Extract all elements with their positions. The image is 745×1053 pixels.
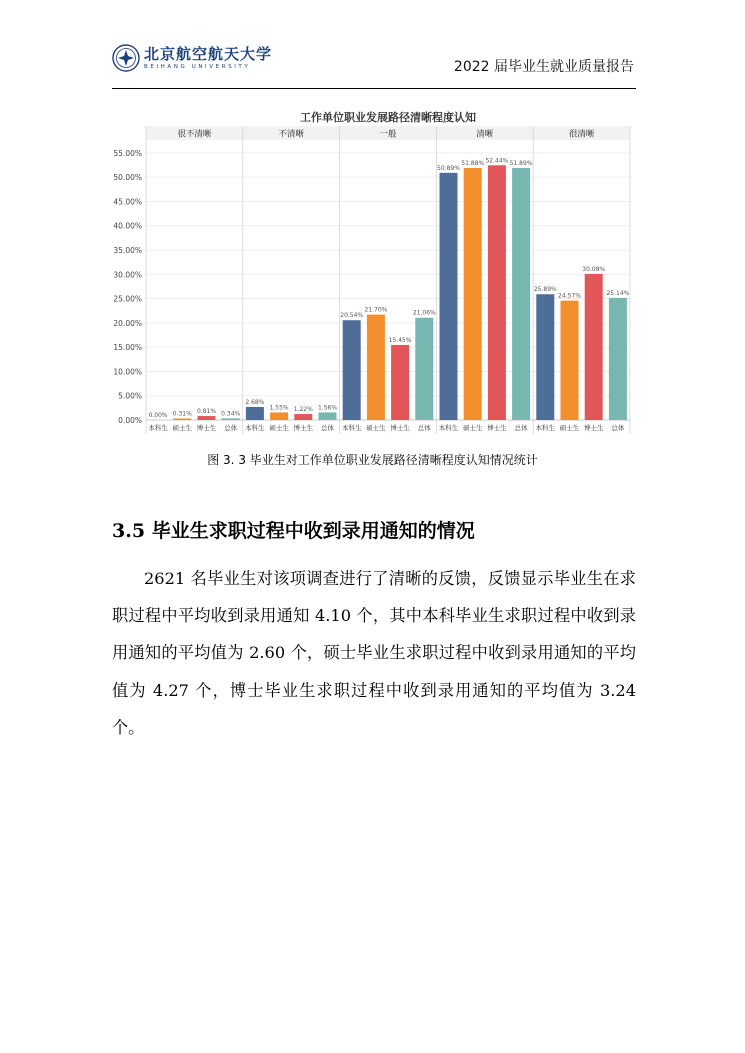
panel-label: 很清晰 bbox=[568, 129, 595, 140]
section-title: 毕业生求职过程中收到录用通知的情况 bbox=[151, 520, 475, 542]
logo-chinese-name: 北京航空航天大学 bbox=[144, 44, 273, 63]
x-tick-label: 硕士生 bbox=[366, 424, 386, 432]
x-tick-label: 博士生 bbox=[293, 424, 314, 432]
bar-value-label: 1.55% bbox=[269, 404, 289, 412]
bar-value-label: 0.00% bbox=[148, 412, 168, 419]
bar bbox=[391, 345, 409, 420]
x-tick-label: 本科生 bbox=[245, 424, 265, 432]
y-tick-label: 0.00% bbox=[118, 416, 142, 425]
bar bbox=[294, 414, 312, 420]
section-number: 3.5 bbox=[112, 520, 146, 542]
x-tick-label: 博士生 bbox=[487, 424, 507, 432]
university-seal-icon bbox=[112, 44, 140, 72]
bar bbox=[536, 294, 554, 420]
body-paragraph: 2621 名毕业生对该项调查进行了清晰的反馈，反馈显示毕业生在求职过程中平均收到录用通知 4.10 个，其中本科毕业生求职过程中收到录用通知的平均值为 2.60 个，硕士毕业生求职过程中收到录用通知的平均值为 4.27 个，博士毕业生求职过程中收到录用通知的平均值为 3.24 个。 bbox=[112, 569, 636, 737]
bar-value-label: 2.68% bbox=[245, 398, 265, 406]
section-heading bbox=[112, 516, 475, 543]
x-tick-label: 博士生 bbox=[196, 424, 217, 432]
x-tick-label: 总体 bbox=[514, 424, 528, 432]
bar-value-label: 25.89% bbox=[533, 286, 557, 294]
bar-value-label: 0.31% bbox=[172, 410, 192, 418]
bar bbox=[343, 320, 361, 420]
y-tick-label: 20.00% bbox=[113, 318, 142, 328]
bar-value-label: 50.89% bbox=[437, 164, 460, 172]
bar bbox=[609, 298, 627, 420]
bar bbox=[561, 301, 579, 420]
y-tick-label: 40.00% bbox=[113, 221, 142, 231]
x-tick-label: 硕士生 bbox=[172, 424, 193, 432]
x-tick-label: 总体 bbox=[224, 424, 238, 432]
bar-value-label: 15.45% bbox=[388, 336, 412, 344]
panel-label: 不清晰 bbox=[278, 129, 304, 140]
bar-value-label: 30.08% bbox=[582, 265, 606, 273]
figure-caption: 图 3. 3 毕业生对工作单位职业发展路径清晰程度认知情况统计 bbox=[207, 453, 538, 467]
body-text bbox=[112, 560, 636, 746]
bar bbox=[512, 168, 530, 420]
bar bbox=[246, 407, 264, 420]
y-tick-label: 50.00% bbox=[113, 173, 142, 183]
bar bbox=[488, 165, 506, 420]
bar-value-label: 21.06% bbox=[412, 309, 436, 317]
panel-label: 一般 bbox=[379, 129, 397, 140]
bar-value-label: 20.54% bbox=[340, 312, 364, 320]
bar-value-label: 51.88% bbox=[461, 160, 485, 168]
y-tick-label: 55.00% bbox=[113, 148, 142, 158]
y-tick-label: 30.00% bbox=[113, 270, 142, 280]
panel-label: 清晰 bbox=[476, 129, 494, 140]
x-tick-label: 总体 bbox=[321, 424, 334, 432]
bar bbox=[198, 416, 216, 420]
bar-value-label: 25.14% bbox=[606, 289, 630, 297]
y-tick-label: 45.00% bbox=[113, 197, 142, 207]
bar-value-label: 0.34% bbox=[221, 410, 241, 418]
bar bbox=[440, 173, 458, 420]
bar bbox=[319, 412, 337, 420]
x-tick-label: 博士生 bbox=[390, 424, 410, 432]
x-tick-label: 总体 bbox=[417, 424, 431, 432]
bar-value-label: 24.57% bbox=[558, 292, 581, 300]
university-logo bbox=[112, 42, 272, 74]
panel-label: 很不清晰 bbox=[177, 129, 212, 140]
bar bbox=[222, 418, 240, 420]
chart-title: 工作单位职业发展路径清晰程度认知 bbox=[300, 111, 476, 124]
bar bbox=[464, 168, 482, 420]
x-tick-label: 总体 bbox=[611, 424, 625, 432]
bar-value-label: 21.70% bbox=[364, 306, 388, 314]
x-tick-label: 本科生 bbox=[341, 424, 362, 432]
y-tick-label: 35.00% bbox=[113, 246, 142, 255]
x-tick-label: 硕士生 bbox=[559, 424, 580, 432]
x-tick-label: 本科生 bbox=[535, 424, 556, 432]
bar-value-label: 52.44% bbox=[485, 157, 509, 165]
bar bbox=[173, 418, 191, 420]
x-tick-label: 博士生 bbox=[583, 424, 604, 432]
report-title: 2022 届毕业生就业质量报告 bbox=[453, 59, 634, 75]
y-tick-label: 10.00% bbox=[113, 367, 142, 377]
x-tick-label: 本科生 bbox=[148, 424, 168, 432]
bar-value-label: 1.22% bbox=[293, 406, 313, 414]
y-tick-label: 15.00% bbox=[113, 343, 142, 353]
x-tick-label: 硕士生 bbox=[269, 424, 289, 432]
page-header bbox=[112, 40, 636, 89]
x-tick-label: 硕士生 bbox=[462, 424, 483, 432]
bar bbox=[415, 318, 433, 420]
bar bbox=[585, 274, 603, 420]
y-tick-label: 5.00% bbox=[118, 391, 142, 401]
bar bbox=[270, 412, 288, 420]
bar-chart bbox=[112, 108, 636, 442]
bar-value-label: 1.56% bbox=[317, 404, 338, 412]
y-tick-label: 25.00% bbox=[113, 294, 142, 304]
bar-value-label: 51.89% bbox=[509, 159, 533, 167]
logo-english-name: BEIHANG UNIVERSITY bbox=[144, 63, 251, 70]
chart-svg bbox=[112, 108, 636, 442]
bar-value-label: 0.81% bbox=[196, 408, 217, 416]
bar bbox=[367, 315, 385, 420]
x-tick-label: 本科生 bbox=[438, 424, 459, 432]
